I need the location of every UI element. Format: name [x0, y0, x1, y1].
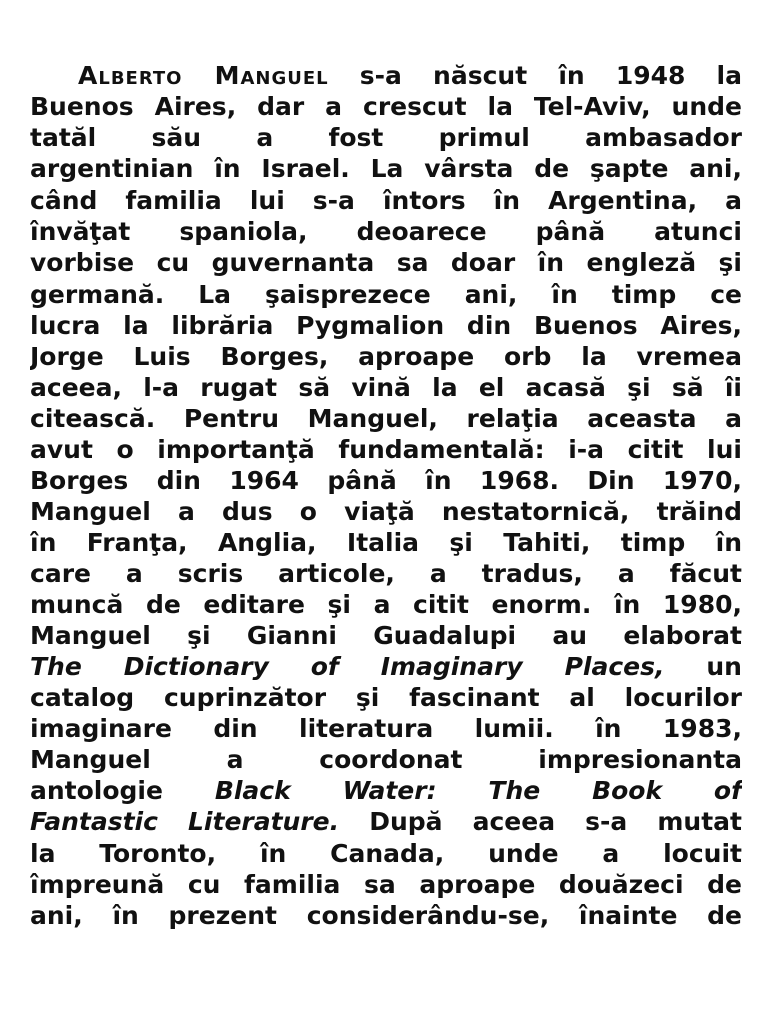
text-line: Borges din 1964 până în 1968. Din 1970, — [30, 466, 742, 495]
text-line: tatăl său a fost primul ambasador — [30, 123, 742, 152]
text-segment: antologie — [30, 776, 215, 805]
text-line: avut o importanţă fundamentală: i-a citit lui — [30, 435, 742, 464]
author-name: Alberto Manguel — [78, 61, 329, 90]
text-line: germană. La şaisprezece ani, în timp ce — [30, 280, 742, 309]
text-line: împreună cu familia sa aproape douăzeci de — [30, 870, 742, 899]
text-line: Manguel a coordonat impresionanta — [30, 745, 742, 774]
text-line: învăţat spaniola, deoarece până atunci — [30, 217, 742, 246]
text-line — [30, 775, 742, 806]
text-line: Manguel şi Gianni Guadalupi au elaborat — [30, 621, 742, 650]
text-line — [78, 60, 742, 91]
text-line: la Toronto, în Canada, unde a locuit — [30, 839, 742, 868]
book-title: Black Water: The Book of — [214, 776, 742, 805]
text-line: catalog cuprinzător şi fascinant al locurilor — [30, 683, 742, 712]
text-line: lucra la librăria Pygmalion din Buenos Aires, — [30, 311, 742, 340]
text-line: imaginare din literatura lumii. în 1983, — [30, 714, 742, 743]
text-line — [30, 806, 742, 837]
text-line: muncă de editare şi a citit enorm. în 1980, — [30, 590, 742, 619]
text-line: în Franţa, Anglia, Italia şi Tahiti, timp în — [30, 528, 742, 557]
book-title: The Dictionary of Imaginary Places, — [30, 652, 665, 681]
text-line: Buenos Aires, dar a crescut la Tel-Aviv, unde — [30, 92, 742, 121]
text-line: citească. Pentru Manguel, relaţia aceasta a — [30, 404, 742, 433]
text-line: aceea, l-a rugat să vină la el acasă şi să îi — [30, 373, 742, 402]
text-segment: un — [664, 652, 742, 681]
text-line: ani, în prezent considerându-se, înainte de — [30, 901, 742, 930]
text-line: argentinian în Israel. La vârsta de şapte ani, — [30, 154, 742, 183]
text-line: când familia lui s-a întors în Argentina, a — [30, 186, 742, 215]
text-segment: s-a născut în 1948 la — [328, 61, 742, 90]
text-line: Jorge Luis Borges, aproape orb la vremea — [30, 342, 742, 371]
text-line: Manguel a dus o viaţă nestatornică, trăind — [30, 497, 742, 526]
book-title: Fantastic Literature. — [30, 807, 340, 836]
text-line — [30, 651, 742, 682]
text-line: vorbise cu guvernanta sa doar în engleză şi — [30, 248, 742, 277]
text-line: care a scris articole, a tradus, a făcut — [30, 559, 742, 588]
text-segment: După aceea s-a mutat — [339, 807, 742, 836]
